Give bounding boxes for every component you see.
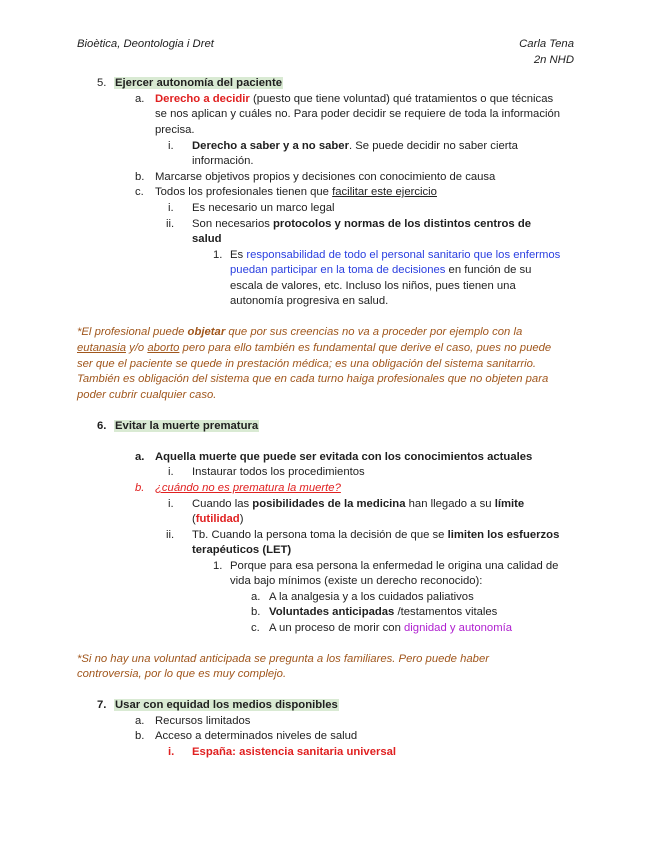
list-marker: b.	[135, 482, 145, 494]
list-marker: c.	[251, 622, 260, 634]
list-item: Es responsabilidad de todo el personal sanitario que los enfermos	[230, 249, 561, 261]
list-item: ¿cuándo no es prematura la muerte?	[155, 482, 341, 494]
list-item-continuation: terapéuticos (LET)	[192, 544, 292, 556]
section-number: 5.	[97, 77, 107, 89]
list-item-continuation: información.	[192, 155, 254, 167]
header-course: Bioètica, Deontologia i Dret	[77, 38, 214, 50]
list-marker: a.	[135, 93, 145, 105]
list-marker: b.	[135, 171, 145, 183]
note-paragraph: *Si no hay una voluntad anticipada se pregunta a los familiares. Pero puede haber	[77, 653, 489, 665]
list-marker: a.	[135, 451, 145, 463]
list-item: Todos los profesionales tienen que facilitar este ejercicio	[155, 186, 437, 198]
list-marker: b.	[135, 730, 145, 742]
list-item: Derecho a saber y a no saber. Se puede decidir no saber cierta	[192, 140, 518, 152]
list-item: Recursos limitados	[155, 715, 251, 727]
note-paragraph-line: eutanasia y/o aborto pero para ello también es fundamental que derive el caso, pues no puede	[77, 342, 552, 354]
list-item: A la analgesia y a los cuidados paliativos	[269, 591, 474, 603]
note-paragraph: *El profesional puede objetar que por sus creencias no va a proceder por ejemplo con la	[77, 326, 523, 338]
section-title: Usar con equidad los medios disponibles	[115, 699, 338, 711]
note-paragraph-line: poder cubrir cualquier caso.	[77, 389, 217, 401]
list-marker: i.	[168, 202, 174, 214]
list-marker: b.	[251, 606, 261, 618]
list-marker: 1.	[213, 249, 223, 261]
note-paragraph-line: También es obligación del sistema que en cada turno haiga profesionales que no objeten para	[77, 373, 549, 385]
header-group: 2n NHD	[533, 54, 574, 66]
section-number: 7.	[97, 699, 107, 711]
section-number: 6.	[97, 420, 107, 432]
list-item: Voluntades anticipadas /testamentos vitales	[269, 606, 498, 618]
list-marker: i.	[168, 498, 174, 510]
list-marker: i.	[168, 746, 175, 758]
list-marker: 1.	[213, 560, 223, 572]
note-paragraph-line: ser que el paciente se quede in prestación médica; es una obligación del sistema sanitarrio.	[77, 358, 537, 370]
list-item: Porque para esa persona la enfermedad le origina una calidad de	[230, 560, 559, 572]
list-item: Acceso a determinados niveles de salud	[155, 730, 358, 742]
list-item-continuation: puedan participar en la toma de decisiones en función de su	[230, 264, 532, 276]
list-marker: a.	[135, 715, 145, 727]
list-item: Tb. Cuando la persona toma la decisión de que se limiten los esfuerzos	[192, 529, 560, 541]
list-marker: ii.	[166, 529, 175, 541]
list-marker: i.	[168, 466, 174, 478]
list-item: España: asistencia sanitaria universal	[192, 746, 397, 758]
list-item: Marcarse objetivos propios y decisiones con conocimiento de causa	[155, 171, 496, 183]
list-item-continuation: precisa.	[155, 124, 195, 136]
note-paragraph-line: controversia, por lo que es muy complejo.	[77, 668, 287, 680]
list-item-continuation: salud	[192, 233, 222, 245]
list-item: Cuando las posibilidades de la medicina han llegado a su límite	[192, 498, 525, 510]
list-item-continuation: escala de valores, etc. Incluso los niños, pues tienen una	[230, 280, 516, 292]
list-item: Son necesarios protocolos y normas de los distintos centros de	[192, 218, 532, 230]
list-item: Es necesario un marco legal	[192, 202, 335, 214]
section-title: Evitar la muerte prematura	[115, 420, 259, 432]
list-marker: a.	[251, 591, 261, 603]
section-title: Ejercer autonomía del paciente	[115, 77, 282, 89]
list-item: Derecho a decidir (puesto que tiene voluntad) qué tratamientos o que técnicas	[155, 93, 554, 105]
list-marker: ii.	[166, 218, 175, 230]
list-item-continuation: (futilidad)	[192, 513, 244, 525]
list-item: A un proceso de morir con dignidad y autonomía	[269, 622, 513, 634]
list-marker: c.	[135, 186, 144, 198]
list-item: Instaurar todos los procedimientos	[192, 466, 365, 478]
header-author: Carla Tena	[519, 38, 574, 50]
list-item: Aquella muerte que puede ser evitada con los conocimientos actuales	[155, 451, 533, 463]
list-item-continuation: vida bajo mínimos (existe un derecho reconocido):	[230, 575, 483, 587]
list-item-continuation: se nos aplican y cuáles no. Para poder decidir se requiere de toda la información	[155, 108, 561, 120]
list-marker: i.	[168, 140, 174, 152]
list-item-continuation: autonomía progresiva en salud.	[230, 295, 389, 307]
